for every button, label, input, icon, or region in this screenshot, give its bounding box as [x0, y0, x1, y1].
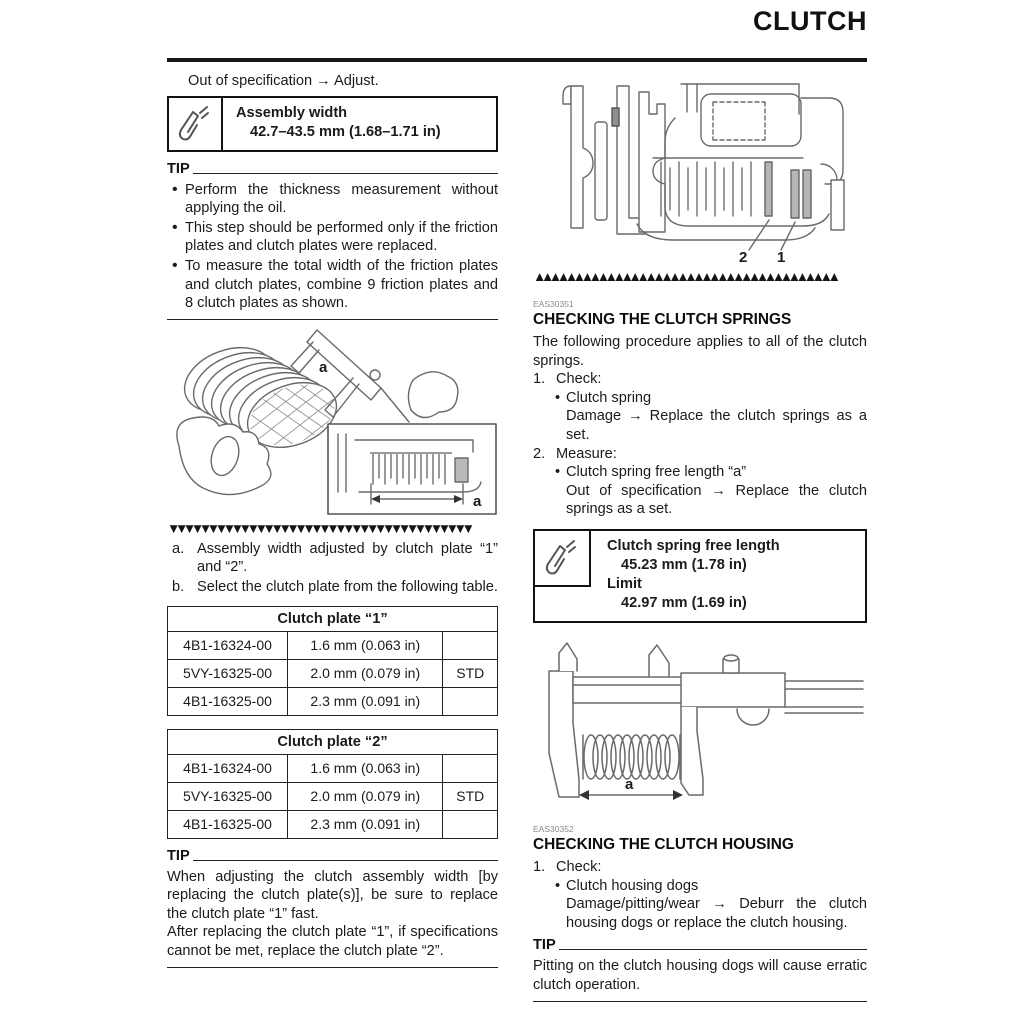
- tip-rule: [559, 949, 867, 950]
- bullet-dot: •: [172, 218, 178, 236]
- figure-inset-label-a: a: [473, 492, 482, 510]
- thickness-cell: 2.0 mm (0.079 in): [288, 659, 443, 687]
- step-number: 2.: [533, 445, 546, 462]
- table-row: [168, 631, 498, 659]
- bullet-dot: •: [172, 256, 178, 274]
- tip-end-rule: [533, 1001, 867, 1002]
- figure-spring-measurement: [533, 635, 867, 817]
- caliper-icon-strokes: [180, 107, 208, 140]
- step-number: 1.: [533, 371, 546, 388]
- tip-end-rule: [167, 319, 498, 320]
- bullet-text: Perform the thickness measurement without applying the oil.: [185, 181, 498, 217]
- bullet-text: This step should be performed only if the friction plates and clutch plates were replaced.: [185, 219, 498, 255]
- section-code: EAS30352: [533, 823, 574, 834]
- figure-lineart: [563, 84, 844, 250]
- table-row: [168, 810, 498, 838]
- caliper-icon: [169, 98, 223, 150]
- std-cell: [443, 754, 498, 782]
- spec-line-1: Clutch spring free length: [607, 537, 780, 554]
- spring-free-length-spec-box: [533, 529, 867, 623]
- part-number-cell: 4B1-16325-00: [168, 687, 288, 715]
- housing-bullet: [533, 877, 867, 896]
- figure-lineart: [549, 643, 863, 800]
- part-number-cell: 5VY-16325-00: [168, 782, 288, 810]
- bullet-dot: •: [555, 464, 561, 481]
- tip-heading-1: [167, 161, 498, 177]
- bullet-item-text: Clutch housing dogs: [566, 877, 699, 894]
- tip-rule: [193, 860, 498, 861]
- clutch-plate-1-table: [167, 606, 498, 716]
- std-cell: STD: [443, 782, 498, 810]
- spec-line-4: 42.97 mm (1.69 in): [621, 594, 747, 611]
- bullet-item-text: Clutch spring: [566, 389, 652, 406]
- section-code: EAS30351: [533, 299, 574, 309]
- housing-result: Damage/pitting/wear → Deburr the clutch housing dogs or replace the clutch housing.: [566, 896, 867, 931]
- tip-heading-2: [167, 848, 498, 864]
- step-title: Check:: [556, 858, 602, 875]
- thickness-cell: 2.3 mm (0.091 in): [288, 810, 443, 838]
- std-cell: STD: [443, 659, 498, 687]
- step-number: 1.: [533, 858, 546, 875]
- thickness-cell: 2.0 mm (0.079 in): [288, 782, 443, 810]
- callout-item-a: [167, 540, 498, 577]
- bullet-dot: •: [555, 389, 561, 406]
- spec-line-2: 45.23 mm (1.78 in): [621, 556, 747, 573]
- procedure-start-markers: ▲▲▲▲▲▲▲▲▲▲▲▲▲▲▲▲▲▲▲▲▲▲▲▲▲▲▲▲▲▲▲▲▲▲▲▲▲▲: [533, 270, 836, 284]
- std-cell: [443, 687, 498, 715]
- housing-step-1: [533, 858, 867, 877]
- figure-label-1: 1: [777, 249, 786, 264]
- section-heading-springs: CHECKING THE CLUTCH SPRINGS: [533, 311, 792, 328]
- header-rule: [167, 58, 867, 62]
- part-number-cell: 5VY-16325-00: [168, 659, 288, 687]
- step-title: Check:: [556, 371, 602, 388]
- part-number-cell: 4B1-16324-00: [168, 754, 288, 782]
- tip-bullet-3: [167, 257, 498, 313]
- springs-intro: The following procedure applies to all of the clutch springs.: [533, 334, 867, 369]
- out-of-spec-line: Out of specification → Adjust.: [188, 73, 379, 89]
- callout-text: Assembly width adjusted by clutch plate “1” and “2”.: [197, 540, 498, 576]
- spec-line-1: Assembly width: [236, 104, 348, 121]
- caliper-icon-svg: [541, 537, 583, 579]
- step-1-bullet: [533, 389, 867, 408]
- tip-heading-3: [533, 937, 867, 953]
- caliper-icon-strokes: [547, 541, 575, 574]
- step-2-bullet: [533, 463, 867, 482]
- spec-line-2: 42.7–43.5 mm (1.68–1.71 in): [250, 123, 441, 140]
- callout-marker: a.: [172, 540, 185, 557]
- spec-text-block: [223, 98, 445, 150]
- table-caption: Clutch plate “1”: [168, 606, 498, 631]
- procedure-end-markers: ▼▼▼▼▼▼▼▼▼▼▼▼▼▼▼▼▼▼▼▼▼▼▼▼▼▼▼▼▼▼▼▼▼▼▼▼▼▼: [167, 521, 470, 536]
- step-1-result: Damage → Replace the clutch springs as a set.: [566, 408, 867, 443]
- tip-label: TIP: [167, 847, 190, 864]
- std-cell: [443, 810, 498, 838]
- part-number-cell: 4B1-16324-00: [168, 631, 288, 659]
- assembly-width-spec-box: [167, 96, 498, 152]
- table-caption: Clutch plate “2”: [168, 729, 498, 754]
- tip-rule: [193, 173, 498, 174]
- spec-text-block: [607, 531, 865, 621]
- thickness-cell: 2.3 mm (0.091 in): [288, 687, 443, 715]
- callout-marker: b.: [172, 578, 185, 595]
- step-2-result: Out of specification → Replace the clutch springs as a set.: [566, 482, 867, 518]
- table-row: [168, 687, 498, 715]
- spec-line-3: Limit: [607, 575, 642, 592]
- bullet-item-text: Clutch spring free length “a”: [566, 464, 747, 481]
- bullet-text: To measure the total width of the friction plates and clutch plates, combine 9 friction plates and 8 clutch plates as shown.: [185, 257, 498, 312]
- left-column: [167, 72, 498, 968]
- table-row: [168, 782, 498, 810]
- table-row: [168, 754, 498, 782]
- section-heading-housing: CHECKING THE CLUTCH HOUSING: [533, 835, 794, 853]
- figure-clutch-cross-section: [533, 72, 867, 264]
- step-title: Measure:: [556, 445, 617, 462]
- tip2-paragraph-2: After replacing the clutch plate “1”, if specifications cannot be met, replace the clutch plate “2”.: [167, 924, 498, 959]
- caliper-icon-svg: [174, 103, 216, 145]
- figure-lineart: [176, 330, 496, 514]
- figure-label-2: 2: [739, 249, 748, 264]
- caliper-icon: [535, 531, 591, 587]
- bullet-dot: •: [172, 180, 178, 198]
- table-row: [168, 659, 498, 687]
- page-title: CLUTCH: [753, 6, 867, 36]
- tip-label: TIP: [533, 937, 556, 954]
- thickness-cell: 1.6 mm (0.063 in): [288, 754, 443, 782]
- figure-label-a: a: [319, 358, 328, 376]
- tip-bullet-1: [167, 181, 498, 218]
- clutch-plate-2-table: [167, 729, 498, 839]
- right-column: [533, 72, 867, 1002]
- part-number-cell: 4B1-16325-00: [168, 810, 288, 838]
- tip3-paragraph: Pitting on the clutch housing dogs will cause erratic clutch operation.: [533, 958, 867, 993]
- bullet-dot: •: [555, 877, 561, 894]
- std-cell: [443, 631, 498, 659]
- figure-clutch-plate-measurement: [167, 328, 498, 516]
- callout-text: Select the clutch plate from the following table.: [197, 578, 498, 595]
- step-1-check: [533, 370, 867, 389]
- step-2-measure: [533, 445, 867, 464]
- thickness-cell: 1.6 mm (0.063 in): [288, 631, 443, 659]
- tip2-paragraph-1: When adjusting the clutch assembly width [by replacing the clutch plate(s)], be sure to replace the clutch plate “1” fast.: [167, 868, 498, 922]
- tip-end-rule: [167, 967, 498, 968]
- tip-bullet-2: [167, 219, 498, 256]
- callout-item-b: [167, 578, 498, 597]
- tip-label: TIP: [167, 160, 190, 177]
- figure-label-a: a: [625, 775, 634, 793]
